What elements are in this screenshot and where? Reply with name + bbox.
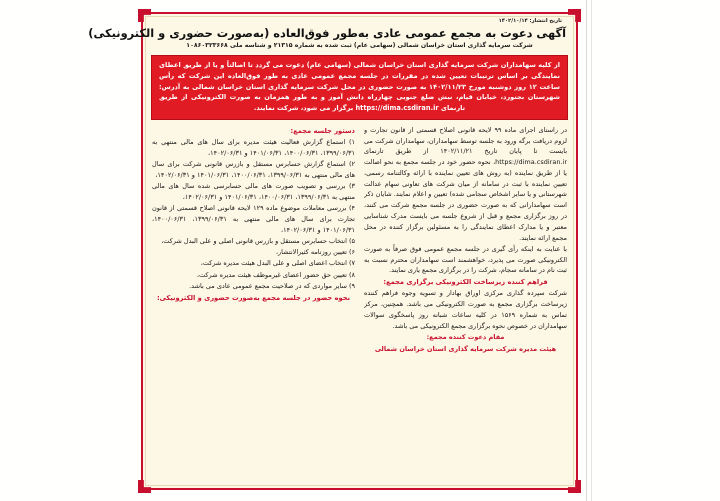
attendance-heading: نحوه حضور در جلسه مجمع به‌صورت حضوری و الکترونیکی: [156, 293, 351, 302]
column-agenda [152, 125, 355, 456]
attendance-paragraph-1: در راستای اجرای ماده ۹۹ لایحه قانونی اصلاح قسمتی از قانون تجارت و لزوم دریافت برگه ورود به جلسه توسط سهامداران، سهامداران شرکت می بایست تا پایان تاریخ ۱۴۰۲/۱۱/۲۱ از طریق تارنمای https://dima.csdiran.ir، نحوه حضور خود در جلسه مجمع به نحو اصالت یا از طریق نماینده (به روش های تعیین نماینده با ارائه وکالتنامه رسمی، تعیین نماینده با ثبت در سامانه از میان شرکت های تعاونی سهام عدالت شهرستانی و یا سایر اشخاص سجامی شده) تعیین و اعلام نمایند. شایان ذکر است سهامدارانی که به صورت حضوری در جلسه مجمع شرکت می کنند، در روز برگزاری مجمع و قبل از شروع جلسه می بایست مدرک شناسایی معتبر و یا مدارک اعطای نمایندگی را به مسئولین برگزار کننده در محل مجمع ارائه نمایند. [364, 125, 567, 242]
infrastructure-text: شرکت سپرده گذاری مرکزی اوراق بهادار و تسویه وجوه فراهم کننده زیرساخت برگزاری مجمع به صورت الکترونیکی می باشد. همچنین، مرکز تماس به شماره ۱۵۶۹ در کلیه ساعات شبانه روز پاسخگوی سوالات سهامداران در خصوص نحوه برگزاری مجمع الکترونیکی می باشد. [364, 289, 567, 330]
agenda-item-9: ۹) سایر مواردی که در صلاحیت مجمع عمومی عادی می باشد. [189, 281, 355, 290]
invitation-callout-box [151, 55, 568, 119]
invitation-callout-text: از کلیه سهامداران شرکت سرمایه گذاری استان خراسان شمالی (سهامی عام) دعوت می گردد تا اصالتاً و یا از طریق اعطای نمایندگی بر اساس ترتیبات تعیین شده در مقررات در جلسه مجمع عمومی عادی به طور فوق‌العاده این شرکت که رأس ساعت ۱۲ روز دوشنبه مورخ ۱۴۰۲/۱۱/۲۳ به صورت حضوری در محل شرکت سرمایه گذاری استان خراسان شمالی به آدرس: شهرستان بجنورد، خیابان قیام، نبش ضلع جنوبی چهارراه دانش آموز و به طور همزمان به صورت الکترونیکی از طریق تارنمای https://dima.csdiran.ir برگزار می شود، شرکت نمایند. [159, 61, 560, 113]
column-continuation [364, 125, 567, 456]
corner-notch-bottom-right [138, 480, 151, 493]
agenda-item-2: ۲) استماع گزارش حسابرس مستقل و بازرس قانونی شرکت برای سال های مالی منتهی به ۱۳۹۹/۰۶/۳۱، ۱۴۰۰/۰۶/۳۱، ۱۴۰۱/۰۶/۳۱ و ۱۴۰۲/۰۶/۳۱، [152, 159, 355, 179]
notice-header [88, 14, 576, 55]
agenda-item-1: ۱) استماع گزارش فعالیت هیئت مدیره برای سال های مالی منتهی به ۱۳۹۹/۰۶/۳۱، ۱۴۰۰/۰۶/۳۱، ۱۴۰۱/۰۶/۳۱ و ۱۴۰۲/۰۶/۳۱، [152, 137, 355, 157]
agenda-item-8: ۸) تعیین حق حضور اعضای غیرموظف هیئت مدیره شرکت، [196, 270, 355, 279]
infrastructure-heading: فراهم کننده زیرساخت الکترونیکی برگزاری مجمع: [383, 278, 548, 287]
agenda-item-5: ۵) انتخاب حسابرس مستقل و بازرس قانونی اصلی و علی البدل شرکت، [161, 236, 355, 245]
agenda-heading: دستور جلسه مجمع: [290, 126, 355, 135]
corner-notch-bottom-left [568, 480, 581, 493]
signature-authority: هیئت مدیره شرکت سرمایه گذاری استان خراسان شمالی [374, 344, 557, 353]
page-gutter-rule-secondary [591, 0, 592, 501]
signature-title: مقام دعوت کننده مجمع: [426, 333, 505, 342]
company-registration-line: شرکت سرمایه گذاری استان خراسان شمالی (سهامی عام) ثبت شده به شماره ۲۱۳۱۵ و شناسه ملی ۱۰۸۶۰۳۲۳۶۶۸ [186, 41, 533, 49]
agenda-item-7: ۷) انتخاب اعضای اصلی و علی البدل هیئت مدیره شرکت، [200, 259, 355, 268]
publication-date: تاریخ انتشار: ۱۴۰۲/۱۰/۱۴ [498, 18, 562, 24]
agenda-item-4: ۴) بررسی معاملات موضوع ماده ۱۲۹ لایحه قانونی اصلاح قسمتی از قانون تجارت برای سال های مالی منتهی به ۱۳۹۹/۰۶/۳۱، ۱۴۰۰/۰۶/۳۱، ۱۴۰۱/۰۶/۳۱ و ۱۴۰۲/۰۶/۳۱، [152, 204, 355, 234]
attendance-paragraph-2: با عنایت به اینکه رأی گیری در جلسه مجمع عمومی فوق صرفاً به صورت الکترونیکی صورت می پذیرد، خواهشمند است سهامداران محترم نسبت به ثبت نام در سامانه سجام، شرکت را در برگزاری مجمع یاری نمایند. [364, 244, 567, 275]
page-title: آگهی دعوت به مجمع عمومی عادی به‌طور فوق‌العاده (به‌صورت حضوری و الکترونیکی) [88, 25, 566, 40]
agenda-item-3: ۳) بررسی و تصویب صورت های مالی حسابرسی شده سال های مالی منتهی به ۱۳۹۹/۰۶/۳۱، ۱۴۰۰/۰۶/۳۱، ۱۴۰۱/۰۶/۳۱ و ۱۴۰۲/۰۶/۳۱، [152, 181, 355, 201]
page-gutter-rule [586, 0, 587, 501]
notice-frame [88, 12, 578, 490]
agenda-item-6: ۶) تعیین روزنامه کثیرالانتشار، [275, 248, 355, 257]
notice-body-columns [143, 120, 576, 462]
